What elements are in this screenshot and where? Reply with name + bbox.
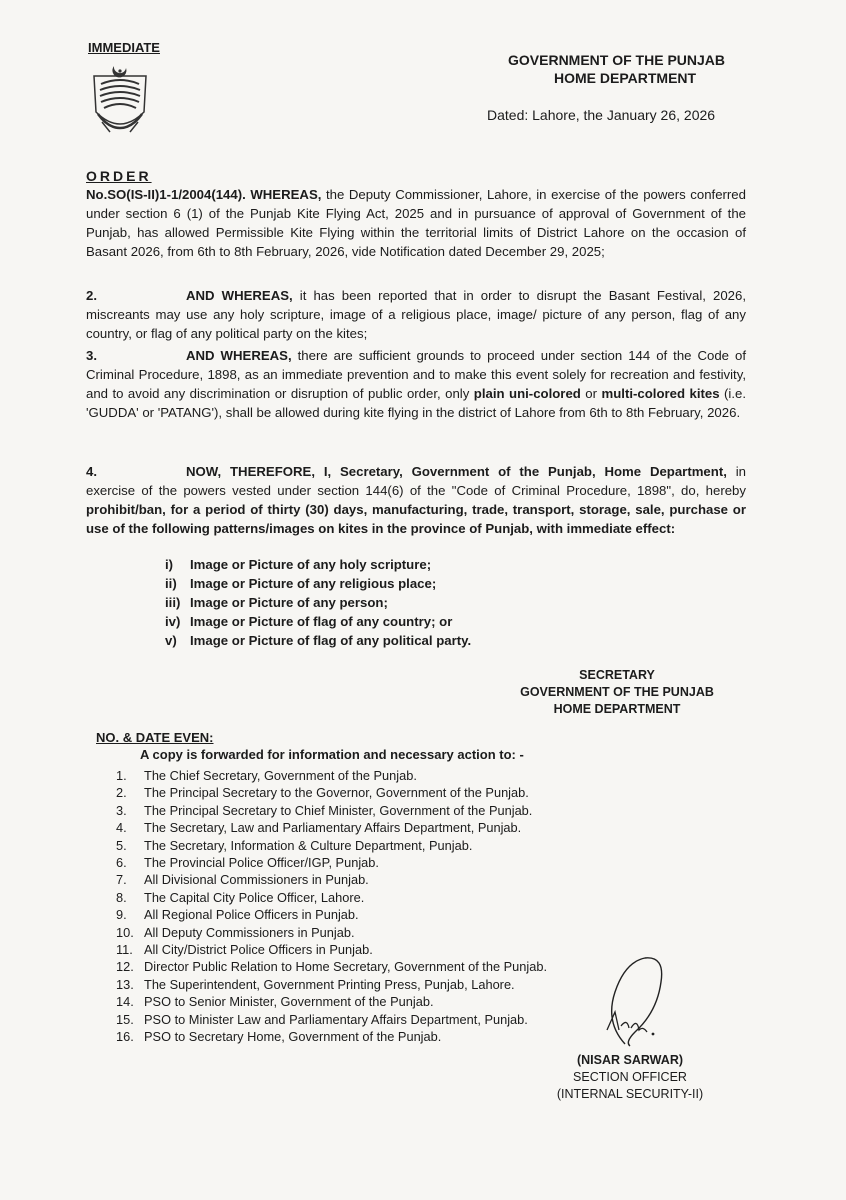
officer-unit: (INTERNAL SECURITY-II) xyxy=(556,1087,704,1101)
list-item xyxy=(116,889,547,906)
prohibited-list xyxy=(165,555,471,650)
list-number: 9. xyxy=(116,907,127,923)
list-text: The Secretary, Law and Parliamentary Affairs Department, Punjab. xyxy=(144,820,522,836)
list-number: 4. xyxy=(116,820,127,836)
list-number: 16. xyxy=(116,1029,134,1045)
list-text: Image or Picture of any person; xyxy=(190,595,388,610)
paragraph-3-lead: AND WHEREAS, xyxy=(186,348,292,363)
paragraph-1 xyxy=(86,185,746,261)
section-officer-block xyxy=(540,1052,720,1103)
immediate-label: IMMEDIATE xyxy=(88,40,160,55)
list-item xyxy=(116,871,547,888)
list-text: PSO to Secretary Home, Government of the Punjab. xyxy=(144,1029,442,1045)
list-number: 1. xyxy=(116,768,127,783)
list-number: 5. xyxy=(116,837,127,853)
list-item xyxy=(116,784,547,801)
list-number: v) xyxy=(165,633,177,648)
copy-list xyxy=(116,767,547,1046)
paragraph-number: 2. xyxy=(86,288,97,303)
paragraph-2-lead: AND WHEREAS, xyxy=(186,288,293,303)
dept-heading: HOME DEPARTMENT xyxy=(554,70,697,86)
list-text: The Chief Secretary, Government of the Punjab. xyxy=(144,768,417,783)
list-item xyxy=(116,924,547,941)
gov-heading: GOVERNMENT OF THE PUNJAB xyxy=(508,52,726,68)
list-text: The Principal Secretary to the Governor, Government of the Punjab. xyxy=(144,785,529,801)
list-item xyxy=(116,802,547,819)
list-number: iv) xyxy=(165,614,181,629)
paragraph-number: 4. xyxy=(86,464,97,479)
list-text: The Superintendent, Government Printing Press, Punjab, Lahore. xyxy=(144,976,515,992)
list-item xyxy=(165,555,471,574)
list-item xyxy=(116,993,547,1010)
list-number: 3. xyxy=(116,802,127,818)
list-text: PSO to Senior Minister, Government of the Punjab. xyxy=(144,994,434,1010)
list-item xyxy=(116,958,547,975)
officer-title: SECTION OFFICER xyxy=(573,1070,687,1084)
list-item xyxy=(116,854,547,871)
list-item xyxy=(116,1011,547,1028)
paragraph-1-text: the Deputy Commissioner, Lahore, in exercise of the powers conferred under section 6 (1) of the Punjab Kite Flying Act, 2025 and in pursuance of approval of Government of the Punjab, has allowed Permissible Kite Flying within the territorial limits of District Lahore on the occasion of Basant 2026, from 6th to 8th February, 2026, vide Notification dated December 29, 2025; xyxy=(86,187,746,259)
list-text: The Secretary, Information & Culture Department, Punjab. xyxy=(144,837,473,853)
paragraph-4-lead: NOW, THEREFORE, I, Secretary, Government of the Punjab, Home Department, xyxy=(186,464,727,479)
paragraph-4-emphasis: prohibit/ban, for a period of thirty (30) days, manufacturing, trade, transport, storage, sale, purchase or use of the following patterns/images on kites in the province of Punjab, with immediate effect: xyxy=(86,502,746,536)
paragraph-3-emphasis: plain uni-colored xyxy=(473,386,581,401)
list-number: 8. xyxy=(116,889,127,905)
list-text: All Regional Police Officers in Punjab. xyxy=(144,907,359,923)
officer-name: (NISAR SARWAR) xyxy=(576,1053,684,1067)
list-text: All Divisional Commissioners in Punjab. xyxy=(144,872,369,888)
list-text: The Principal Secretary to Chief Minister, Government of the Punjab. xyxy=(144,802,533,818)
list-text: The Provincial Police Officer/IGP, Punjab. xyxy=(144,855,379,871)
signatory-dept: HOME DEPARTMENT xyxy=(553,702,681,716)
copy-forward-line: A copy is forwarded for information and necessary action to: - xyxy=(140,747,524,762)
paragraph-2-text: it has been reported that in order to disrupt the Basant Festival, 2026, miscreants may use any holy scripture, image of a religious place, image/ picture of any person, flag of any country, or flag of any political party on the kites; xyxy=(86,288,746,341)
handwritten-signature-icon xyxy=(585,952,715,1062)
paragraph-3-emphasis: multi-colored kites xyxy=(601,386,720,401)
paragraph-3-text: or xyxy=(580,386,602,401)
list-number: 2. xyxy=(116,785,127,801)
paragraph-3-text: (i.e. 'GUDDA' or 'PATANG'), shall be allowed during kite flying in the district of Lahore from 6th to 8th February, 2026. xyxy=(86,386,746,420)
list-item xyxy=(165,612,471,631)
list-text: The Capital City Police Officer, Lahore. xyxy=(144,889,365,905)
paragraph-number: 3. xyxy=(86,348,97,363)
list-text: Image or Picture of flag of any political party. xyxy=(190,633,472,648)
list-text: Image or Picture of any religious place; xyxy=(190,576,437,591)
list-number: i) xyxy=(165,557,174,572)
paragraph-4-text: in exercise of the powers vested under section 144(6) of the "Code of Criminal Procedure, 1898", do, hereby xyxy=(86,464,746,498)
list-number: 14. xyxy=(116,994,134,1010)
list-number: 10. xyxy=(116,924,134,940)
paragraph-3 xyxy=(86,346,746,422)
list-item xyxy=(165,574,471,593)
list-text: PSO to Minister Law and Parliamentary Affairs Department, Punjab. xyxy=(144,1011,528,1027)
secretary-signature-block xyxy=(507,667,727,718)
list-number: iii) xyxy=(165,595,181,610)
list-number: ii) xyxy=(165,576,177,591)
list-item xyxy=(116,767,547,784)
signatory-title: SECRETARY xyxy=(579,668,655,682)
no-date-even: NO. & DATE EVEN: xyxy=(96,730,214,745)
list-item xyxy=(116,941,547,958)
list-item xyxy=(165,631,471,650)
list-item xyxy=(116,837,547,854)
list-number: 12. xyxy=(116,959,134,975)
order-reference: No.SO(IS-II)1-1/2004(144). WHEREAS, xyxy=(86,187,322,202)
list-item xyxy=(116,976,547,993)
paragraph-2 xyxy=(86,286,746,343)
list-number: 13. xyxy=(116,976,134,992)
list-text: Director Public Relation to Home Secretary, Government of the Punjab. xyxy=(144,959,548,975)
list-number: 6. xyxy=(116,855,127,871)
list-item xyxy=(116,906,547,923)
paragraph-3-text: there are sufficient grounds to proceed under section 144 of the Code of Criminal Procedure, 1898, as an immediate prevention and to make this event solely for recreation and festivity, and to avoid any discrimination or disruption of public order, only xyxy=(86,348,746,401)
list-number: 15. xyxy=(116,1011,134,1027)
punjab-emblem-icon xyxy=(88,62,152,140)
paragraph-4 xyxy=(86,462,746,538)
list-text: All City/District Police Officers in Punjab. xyxy=(144,942,373,958)
list-number: 11. xyxy=(116,942,133,958)
list-text: All Deputy Commissioners in Punjab. xyxy=(144,924,355,940)
list-item xyxy=(116,1028,547,1045)
list-item xyxy=(116,819,547,836)
signatory-gov: GOVERNMENT OF THE PUNJAB xyxy=(520,685,714,699)
list-text: Image or Picture of any holy scripture; xyxy=(190,557,432,572)
date-line: Dated: Lahore, the January 26, 2026 xyxy=(487,107,716,123)
list-number: 7. xyxy=(116,872,127,888)
list-item xyxy=(165,593,471,612)
order-title: ORDER xyxy=(86,168,152,184)
list-text: Image or Picture of flag of any country; or xyxy=(190,614,453,629)
